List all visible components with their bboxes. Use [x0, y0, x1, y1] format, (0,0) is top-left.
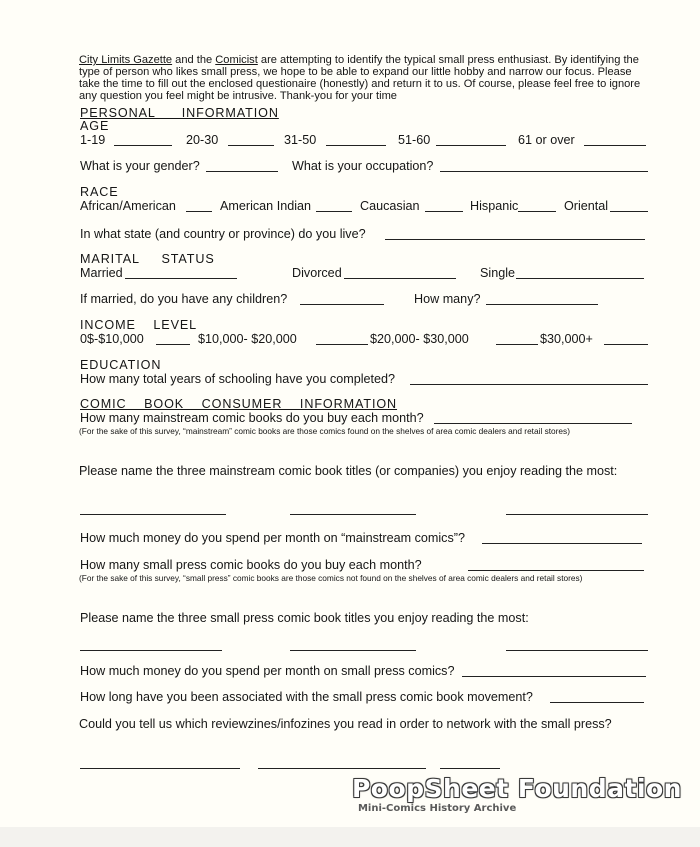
income-option-2: $10,000- $20,000	[198, 332, 297, 346]
gender-question: What is your gender?	[80, 159, 200, 173]
watermark-title: PoopSheet Foundation	[351, 774, 682, 803]
watermark-subtitle: Mini-Comics History Archive	[357, 803, 517, 814]
smallpress-title-2-blank[interactable]	[290, 650, 416, 651]
age-1-blank[interactable]	[114, 145, 172, 146]
intro-text: are attempting to identify the typical small press enthusiast. By identifying the type of person who likes small press, we hope to be able to expand our little hobby and narrow our focus. Please take the time to fill out the enclosed questionaire (honestly) and return it to us. Of course, please feel free to ignore any question you feel might be intrusive. Thank-you for your time	[79, 54, 641, 102]
state-blank[interactable]	[385, 239, 645, 240]
married-blank[interactable]	[125, 278, 237, 279]
race-1-blank[interactable]	[186, 211, 212, 212]
marital-option-1: Married	[80, 266, 123, 280]
archive-watermark	[352, 775, 682, 814]
smallpress-money-blank[interactable]	[462, 676, 646, 677]
mainstream-title-3-blank[interactable]	[506, 514, 648, 515]
race-option-2: American Indian	[220, 199, 312, 213]
mainstream-definition-note: (For the sake of this survey, “mainstream” comic books are those comics found on the shelves of area comic dealers and retail stores)	[79, 426, 570, 436]
income-3-blank[interactable]	[496, 344, 538, 345]
age-option-3: 31-50	[284, 133, 317, 147]
associated-blank[interactable]	[550, 702, 644, 703]
income-option-4: $30,000+	[540, 332, 593, 346]
comic-consumer-heading: COMIC BOOK CONSUMER INFORMATION	[80, 397, 398, 411]
smallpress-title-3-blank[interactable]	[506, 650, 648, 651]
income-level-label: INCOME LEVEL	[80, 318, 198, 332]
age-2-blank[interactable]	[228, 145, 274, 146]
personal-info-heading: PERSONAL INFORMATION	[80, 106, 279, 120]
age-5-blank[interactable]	[584, 145, 646, 146]
income-option-3: $20,000- $30,000	[370, 332, 469, 346]
mainstream-money-blank[interactable]	[482, 543, 642, 544]
occupation-blank[interactable]	[440, 171, 648, 172]
age-3-blank[interactable]	[326, 145, 386, 146]
age-option-5: 61 or over	[518, 133, 575, 147]
gender-blank[interactable]	[206, 171, 278, 172]
race-label: RACE	[80, 185, 119, 199]
income-2-blank[interactable]	[316, 344, 368, 345]
associated-question: How long have you been associated with the small press comic book movement?	[80, 690, 533, 704]
race-option-4: Hispanic	[470, 199, 519, 213]
schooling-blank[interactable]	[410, 384, 648, 385]
age-option-2: 20-30	[186, 133, 219, 147]
income-option-1: 0$-$10,000	[80, 332, 144, 346]
how-many-children-question: How many?	[414, 292, 481, 306]
children-question: If married, do you have any children?	[80, 292, 288, 306]
smallpress-definition-note: (For the sake of this survey, “small press” comic books are those comics not found on the shelves of area comic dealers and retail stores)	[79, 573, 583, 583]
zines-question: Could you tell us which reviewzines/infozines you read in order to network with the small press?	[79, 717, 612, 731]
age-option-1: 1-19	[80, 133, 106, 147]
publication-name-city-limits: City Limits Gazette	[79, 54, 173, 66]
children-blank[interactable]	[300, 304, 384, 305]
mainstream-money-question: How much money do you spend per month on “mainstream comics”?	[80, 531, 465, 545]
age-4-blank[interactable]	[436, 145, 506, 146]
race-option-3: Caucasian	[360, 199, 420, 213]
education-label: EDUCATION	[80, 358, 162, 372]
mainstream-count-question: How many mainstream comic books do you buy each month?	[80, 411, 424, 425]
publication-name-comicist: Comicist	[215, 54, 258, 66]
mainstream-title-1-blank[interactable]	[80, 514, 226, 515]
single-blank[interactable]	[516, 278, 644, 279]
zine-2-blank[interactable]	[258, 768, 426, 769]
smallpress-title-1-blank[interactable]	[80, 650, 222, 651]
zine-3-blank[interactable]	[440, 768, 500, 769]
zine-1-blank[interactable]	[80, 768, 240, 769]
marital-option-2: Divorced	[292, 266, 342, 280]
race-4-blank[interactable]	[518, 211, 556, 212]
intro-connector: and the	[172, 54, 216, 66]
marital-status-label: MARITAL STATUS	[80, 252, 215, 266]
smallpress-count-question: How many small press comic books do you buy each month?	[80, 558, 422, 572]
how-many-children-blank[interactable]	[486, 304, 598, 305]
smallpress-money-question: How much money do you spend per month on small press comics?	[80, 664, 455, 678]
mainstream-titles-question: Please name the three mainstream comic book titles (or companies) you enjoy reading the most:	[79, 464, 618, 478]
race-5-blank[interactable]	[610, 211, 648, 212]
race-3-blank[interactable]	[425, 211, 463, 212]
state-question: In what state (and country or province) do you live?	[80, 227, 366, 241]
race-option-5: Oriental	[564, 199, 609, 213]
divorced-blank[interactable]	[344, 278, 456, 279]
age-option-4: 51-60	[398, 133, 431, 147]
mainstream-title-2-blank[interactable]	[290, 514, 416, 515]
income-4-blank[interactable]	[604, 344, 648, 345]
schooling-question: How many total years of schooling have you completed?	[80, 372, 396, 386]
occupation-question: What is your occupation?	[292, 159, 434, 173]
smallpress-titles-question: Please name the three small press comic book titles you enjoy reading the most:	[80, 611, 529, 625]
race-2-blank[interactable]	[316, 211, 352, 212]
race-option-1: African/American	[80, 199, 176, 213]
income-1-blank[interactable]	[156, 344, 190, 345]
smallpress-count-blank[interactable]	[468, 570, 644, 571]
mainstream-count-blank[interactable]	[434, 423, 632, 424]
marital-option-3: Single	[480, 266, 516, 280]
intro-paragraph	[79, 54, 654, 102]
age-label: AGE	[80, 119, 110, 133]
